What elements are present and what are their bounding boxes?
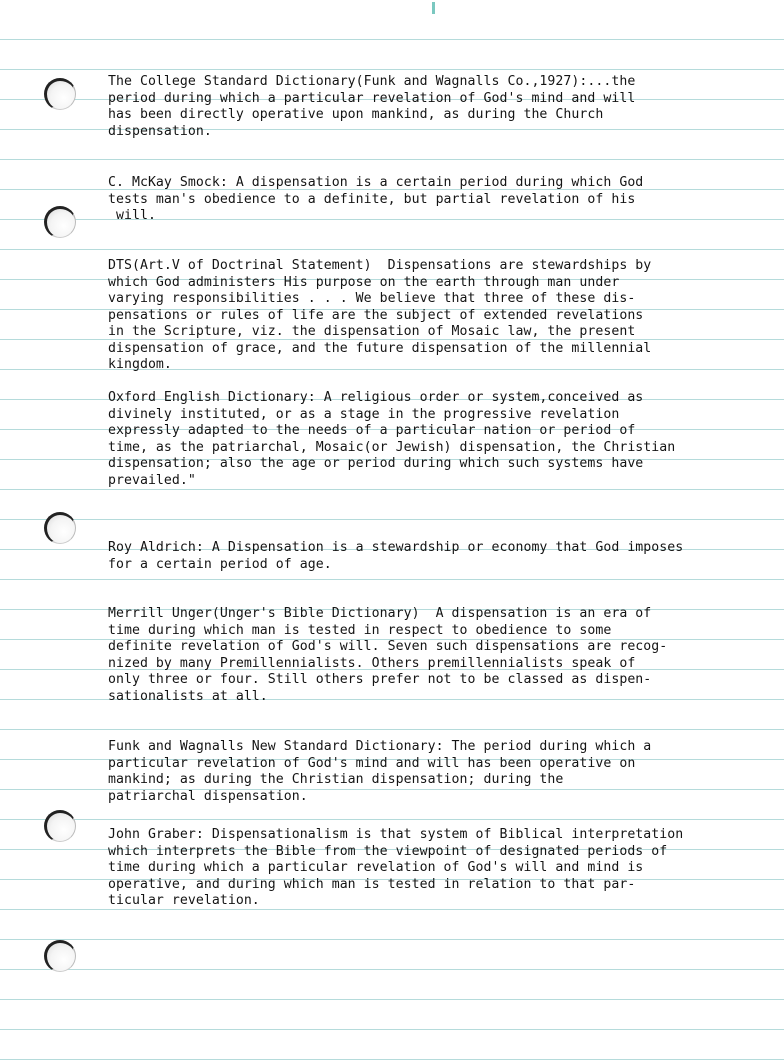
punch-hole	[44, 512, 76, 544]
definition-funk-wagnalls-new-standard: Funk and Wagnalls New Standard Dictionary: The period during which a particular revelation of God's mind and will has been operative on mankind; as during the Christian dispensation; during the patriarchal dispensation.	[108, 739, 652, 804]
punch-hole	[44, 206, 76, 238]
definition-college-standard-dictionary: The College Standard Dictionary(Funk and Wagnalls Co.,1927):...the period during which a particular revelation of God's mind and will has been directly operative upon mankind, as during the Church dispensation.	[108, 74, 636, 139]
definition-mckay-smock: C. McKay Smock: A dispensation is a certain period during which God tests man's obedience to a definite, but partial revelation of his will.	[108, 175, 644, 223]
definition-merrill-unger: Merrill Unger(Unger's Bible Dictionary) A dispensation is an era of time during which man is tested in respect to obedience to some definite revelation of God's will. Seven such dispensations are recog- nized by many Premillennialists. Others premillennialists speak of only three or four. Still others prefer not to be classed as dispen- sationalists at all.	[108, 606, 668, 704]
punch-hole	[44, 78, 76, 110]
margin-tick-mark	[432, 2, 435, 14]
definition-dts-doctrinal-statement: DTS(Art.V of Doctrinal Statement) Dispensations are stewardships by which God administers His purpose on the earth through man under varying responsibilities . . . We believe that three of these dis- pensations or rules of life are the subject of extended revelations in the Scripture, viz. the dispensation of Mosaic law, the present dispensation of grace, and the future dispensation of the millennial kingdom.	[108, 258, 652, 372]
punch-hole	[44, 940, 76, 972]
definition-roy-aldrich: Roy Aldrich: A Dispensation is a stewardship or economy that God imposes for a certain period of age.	[108, 540, 684, 572]
definition-john-graber: John Graber: Dispensationalism is that system of Biblical interpretation which interprets the Bible from the viewpoint of designated periods of time during which a particular revelation of God's will and mind is operative, and during which man is tested in relation to that par- ticular revelation.	[108, 827, 684, 908]
definition-oxford-english-dictionary: Oxford English Dictionary: A religious order or system,conceived as divinely instituted, or as a stage in the progressive revelation expressly adapted to the needs of a particular nation or period of time, as the patriarchal, Mosaic(or Jewish) dispensation, the Christian dispensation; also the age or period during which such systems have prevailed."	[108, 390, 676, 488]
punch-hole	[44, 810, 76, 842]
